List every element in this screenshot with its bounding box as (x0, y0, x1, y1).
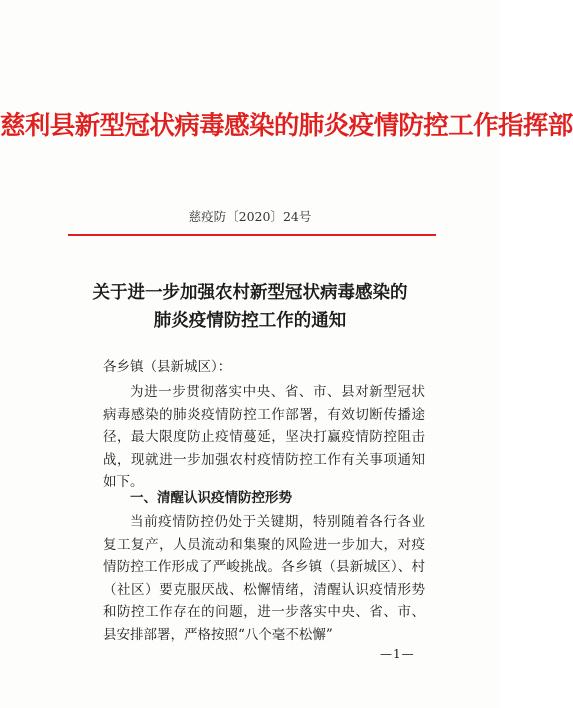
section-1-paragraph: 当前疫情防控仍处于关键期，特别随着各行各业复工复产，人员流动和集聚的风险进一步加大，对疫情防控工作形成了严峻挑战。各乡镇（县新城区）、村（社区）要克服厌战、松懈情绪，清醒认识疫情形势和防控工作存在的问题，进一步落实中央、省、市、县安排部署，严格按照“八个毫不松懈” (103, 514, 425, 643)
issuer-header: 慈利县新型冠状病毒感染的肺炎疫情防控工作指挥部 (0, 111, 573, 141)
addressee: 各乡镇（县新城区）： (103, 359, 232, 375)
notice-title-line-2: 肺炎疫情防控工作的通知 (153, 311, 347, 331)
section-heading-1: 一、清醒认识疫情防控形势 (130, 490, 292, 506)
red-divider-line (68, 234, 436, 236)
document-number: 慈疫防〔2020〕24号 (188, 209, 312, 224)
intro-paragraph: 为进一步贯彻落实中央、省、市、县对新型冠状病毒感染的肺炎疫情防控工作部署，有效切断传播途径，最大限度防止疫情蔓延，坚决打赢疫情防控阻击战，现就进一步加强农村疫情防控工作有关事项通知如下。 (103, 384, 425, 491)
notice-title-line-1: 关于进一步加强农村新型冠状病毒感染的 (92, 283, 408, 303)
page-number: —1— (380, 647, 415, 661)
